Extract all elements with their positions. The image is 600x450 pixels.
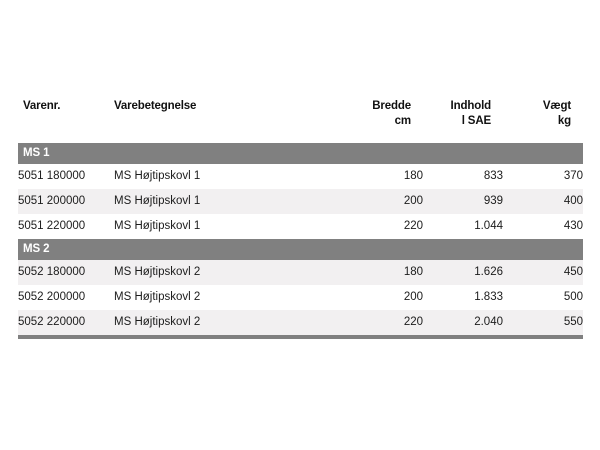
- table-row: [18, 164, 583, 189]
- table-header: [18, 93, 583, 143]
- table-header-row: [18, 93, 583, 143]
- cell-width: 220: [343, 214, 423, 239]
- cell-content: 2.040: [423, 310, 503, 335]
- cell-description: MS Højtipskovl 2: [114, 285, 343, 310]
- column-header-bredde-line1: Bredde: [372, 100, 411, 112]
- group-header-row: [18, 143, 583, 164]
- cell-article-number: 5051 200000: [18, 189, 114, 214]
- cell-content: 1.833: [423, 285, 503, 310]
- cell-article-number: 5052 220000: [18, 310, 114, 335]
- column-header-varenr: [18, 93, 114, 143]
- table-row: [18, 214, 583, 239]
- cell-description: MS Højtipskovl 1: [114, 214, 343, 239]
- cell-weight: 500: [503, 285, 583, 310]
- cell-description: MS Højtipskovl 2: [114, 310, 343, 335]
- column-header-varebetegnelse: [114, 93, 343, 143]
- table-body: [18, 143, 583, 335]
- cell-width: 180: [343, 260, 423, 285]
- group-header-row: [18, 239, 583, 260]
- column-header-bredde-unit: cm: [394, 115, 411, 127]
- cell-content: 1.044: [423, 214, 503, 239]
- cell-weight: 450: [503, 260, 583, 285]
- column-header-bredde: [343, 93, 423, 143]
- cell-article-number: 5052 180000: [18, 260, 114, 285]
- table-row: [18, 260, 583, 285]
- cell-description: MS Højtipskovl 1: [114, 164, 343, 189]
- column-header-vaegt-unit: kg: [557, 115, 571, 127]
- specification-table: [18, 93, 583, 335]
- column-header-indhold: [423, 93, 503, 143]
- cell-width: 200: [343, 285, 423, 310]
- cell-weight: 370: [503, 164, 583, 189]
- column-header-varebetegnelse-line1: Varebetegnelse: [114, 100, 197, 112]
- table-row: [18, 310, 583, 335]
- cell-width: 180: [343, 164, 423, 189]
- cell-article-number: 5052 200000: [18, 285, 114, 310]
- group-header-label: MS 1: [18, 143, 583, 164]
- column-header-indhold-line1: Indhold: [450, 100, 491, 112]
- cell-description: MS Højtipskovl 2: [114, 260, 343, 285]
- cell-content: 1.626: [423, 260, 503, 285]
- column-header-indhold-unit: l SAE: [461, 115, 491, 127]
- cell-article-number: 5051 220000: [18, 214, 114, 239]
- column-header-vaegt-line1: Vægt: [542, 100, 571, 112]
- specification-table-container: [18, 93, 583, 339]
- cell-weight: 430: [503, 214, 583, 239]
- cell-content: 833: [423, 164, 503, 189]
- cell-content: 939: [423, 189, 503, 214]
- cell-weight: 400: [503, 189, 583, 214]
- table-row: [18, 189, 583, 214]
- group-header-label: MS 2: [18, 239, 583, 260]
- cell-article-number: 5051 180000: [18, 164, 114, 189]
- table-row: [18, 285, 583, 310]
- cell-weight: 550: [503, 310, 583, 335]
- cell-description: MS Højtipskovl 1: [114, 189, 343, 214]
- column-header-vaegt: [503, 93, 583, 143]
- table-bottom-rule: [18, 335, 583, 339]
- cell-width: 220: [343, 310, 423, 335]
- cell-width: 200: [343, 189, 423, 214]
- column-header-varenr-line1: Varenr.: [23, 100, 61, 112]
